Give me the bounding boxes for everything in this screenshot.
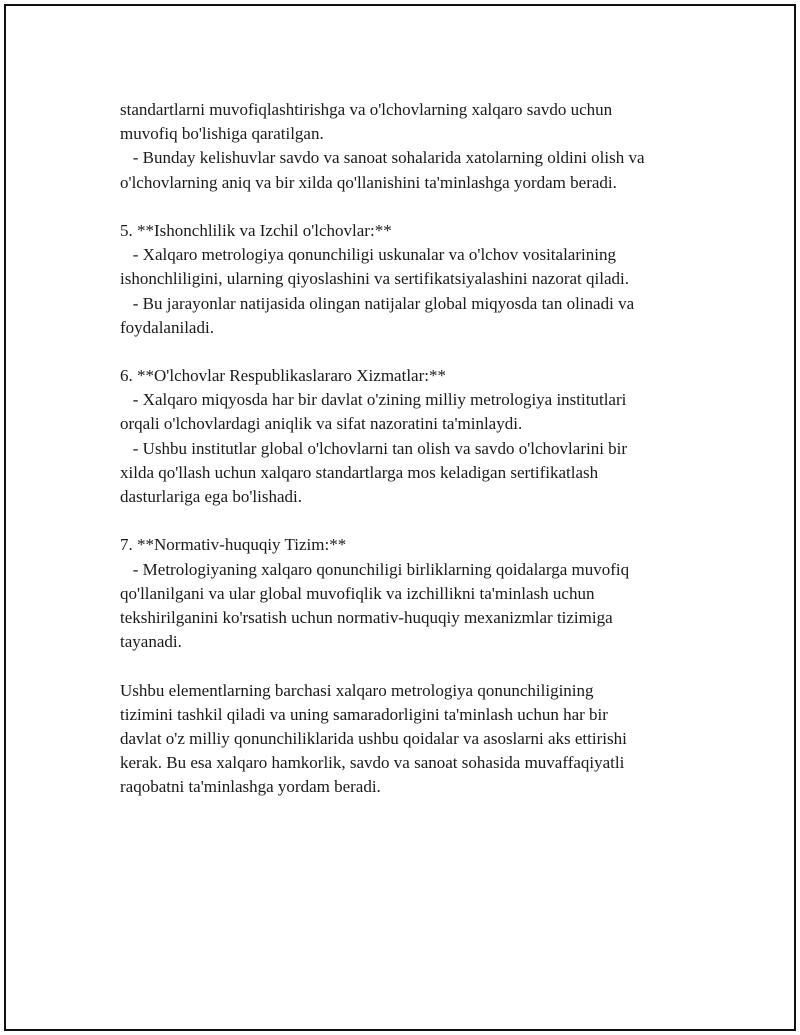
document-page [4, 4, 796, 1031]
section-7 [120, 533, 700, 654]
text-line: davlat o'z milliy qonunchiliklarida ushbu qoidalar va asoslarni aks ettirishi [120, 728, 627, 748]
text-line: tizimini tashkil qiladi va uning samaradorligini ta'minlash uchun har bir [120, 704, 608, 724]
text-line: xilda qo'llash uchun xalqaro standartlarga mos keladigan sertifikatlash [120, 462, 599, 482]
section-5 [120, 219, 700, 340]
text-line: o'lchovlarning aniq va bir xilda qo'llanishini ta'minlashga yordam beradi. [120, 172, 617, 192]
text-line: - Bunday kelishuvlar savdo va sanoat sohalarida xatolarning oldini olish va [120, 148, 645, 168]
text-line: qo'llanilgani va ular global muvofiqlik va izchillikni ta'minlash uchun [120, 583, 595, 603]
paragraph-spacer [120, 195, 700, 219]
section-heading: 5. **Ishonchlilik va Izchil o'lchovlar:** [120, 220, 392, 240]
text-line: - Xalqaro miqyosda har bir davlat o'zining milliy metrologiya institutlari [120, 390, 627, 410]
text-line: - Bu jarayonlar natijasida olingan natijalar global miqyosda tan olinadi va [120, 293, 635, 313]
text-line: - Metrologiyaning xalqaro qonunchiligi birliklarning qoidalarga muvofiq [120, 559, 630, 579]
text-line: ishonchliligini, ularning qiyoslashini va sertifikatsiyalashini nazorat qiladi. [120, 269, 629, 289]
section-heading: 6. **O'lchovlar Respublikaslararo Xizmatlar:** [120, 366, 446, 386]
document-body [120, 98, 700, 799]
section-6 [120, 364, 700, 509]
text-line: - Ushbu institutlar global o'lchovlarni tan olish va savdo o'lchovlarini bir [120, 438, 628, 458]
text-line: dasturlariga ega bo'lishadi. [120, 487, 302, 506]
text-line: kerak. Bu esa xalqaro hamkorlik, savdo va sanoat sohasida muvaffaqiyatli [120, 753, 625, 773]
paragraph-intro-continuation [120, 98, 700, 195]
text-line: raqobatni ta'minlashga yordam beradi. [120, 777, 381, 797]
conclusion-paragraph [120, 679, 700, 800]
paragraph-spacer [120, 509, 700, 533]
text-line: foydalaniladi. [120, 317, 214, 337]
paragraph-spacer [120, 340, 700, 364]
text-line: tayanadi. [120, 632, 182, 652]
text-line: standartlarni muvofiqlashtirishga va o'lchovlarning xalqaro savdo uchun [120, 100, 613, 119]
paragraph-spacer [120, 654, 700, 678]
text-line: tekshirilganini ko'rsatish uchun normativ-huquqiy mexanizmlar tizimiga [120, 607, 613, 627]
text-line: Ushbu elementlarning barchasi xalqaro metrologiya qonunchiligining [120, 680, 594, 700]
section-heading: 7. **Normativ-huquqiy Tizim:** [120, 535, 347, 555]
text-line: orqali o'lchovlardagi aniqlik va sifat nazoratini ta'minlaydi. [120, 414, 523, 434]
text-line: - Xalqaro metrologiya qonunchiligi uskunalar va o'lchov vositalarining [120, 245, 616, 265]
text-line: muvofiq bo'lishiga qaratilgan. [120, 124, 324, 144]
